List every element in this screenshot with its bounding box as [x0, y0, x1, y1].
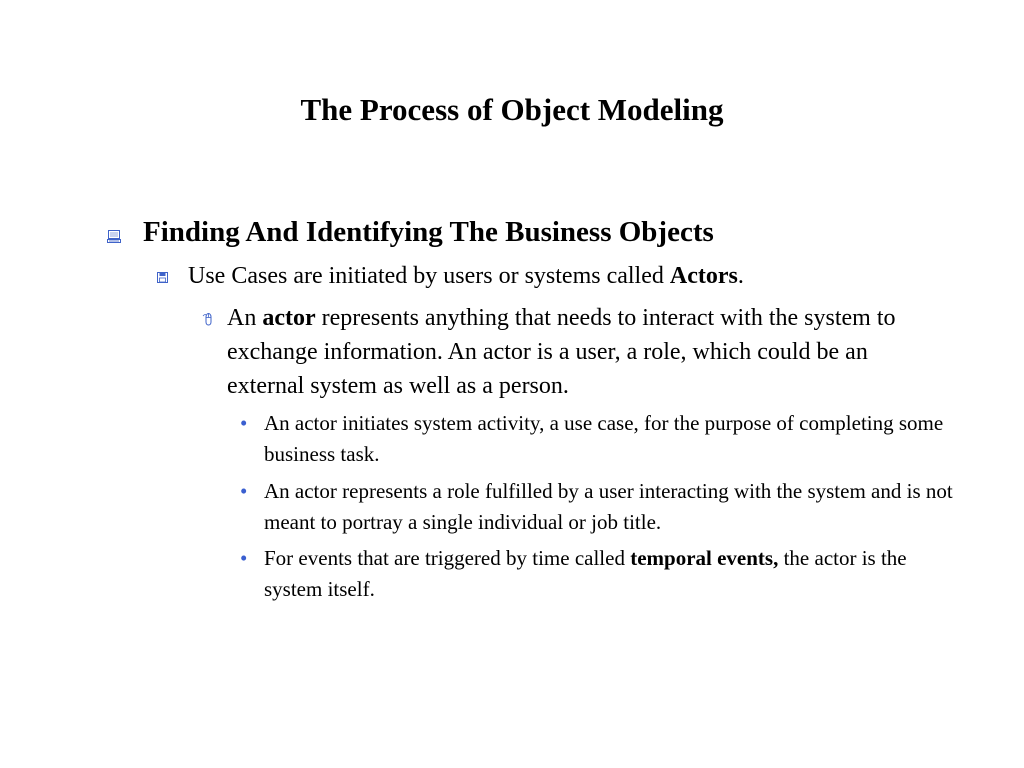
level4-bold: temporal events,	[630, 546, 779, 570]
level4-text: An actor represents a role fulfilled by a user interacting with the system and is not meant to portray a single individual or job title.	[264, 479, 953, 534]
level3-text: An	[227, 305, 263, 331]
level3-text-end: represents anything that needs to interact with the system to exchange information. An actor is a user, a role, which could be an external system as well as a person.	[227, 305, 896, 399]
level4-item	[264, 543, 954, 605]
bullet-dot: •	[240, 479, 248, 503]
level4-item	[264, 476, 954, 538]
level2-text-end: .	[737, 263, 744, 289]
mouse-icon	[202, 312, 215, 326]
level1-heading: Finding And Identifying The Business Objects	[143, 216, 714, 248]
floppy-disk-icon	[157, 272, 168, 283]
level2-bold: Actors	[669, 263, 738, 289]
bullet-dot: •	[240, 546, 248, 570]
level4-text-end: the actor is the system itself.	[264, 546, 907, 601]
level2-item	[188, 260, 968, 292]
level4-text: For events that are triggered by time called	[264, 546, 631, 570]
computer-icon	[107, 230, 121, 243]
level2-text: Use Cases are initiated by users or systems called	[188, 263, 670, 289]
level3-item	[227, 301, 927, 403]
level4-item	[264, 408, 954, 470]
slide-title: The Process of Object Modeling	[300, 92, 724, 127]
bullet-dot: •	[240, 411, 248, 435]
level4-text: An actor initiates system activity, a use case, for the purpose of completing some business task.	[264, 411, 944, 466]
level3-bold: actor	[262, 305, 316, 331]
